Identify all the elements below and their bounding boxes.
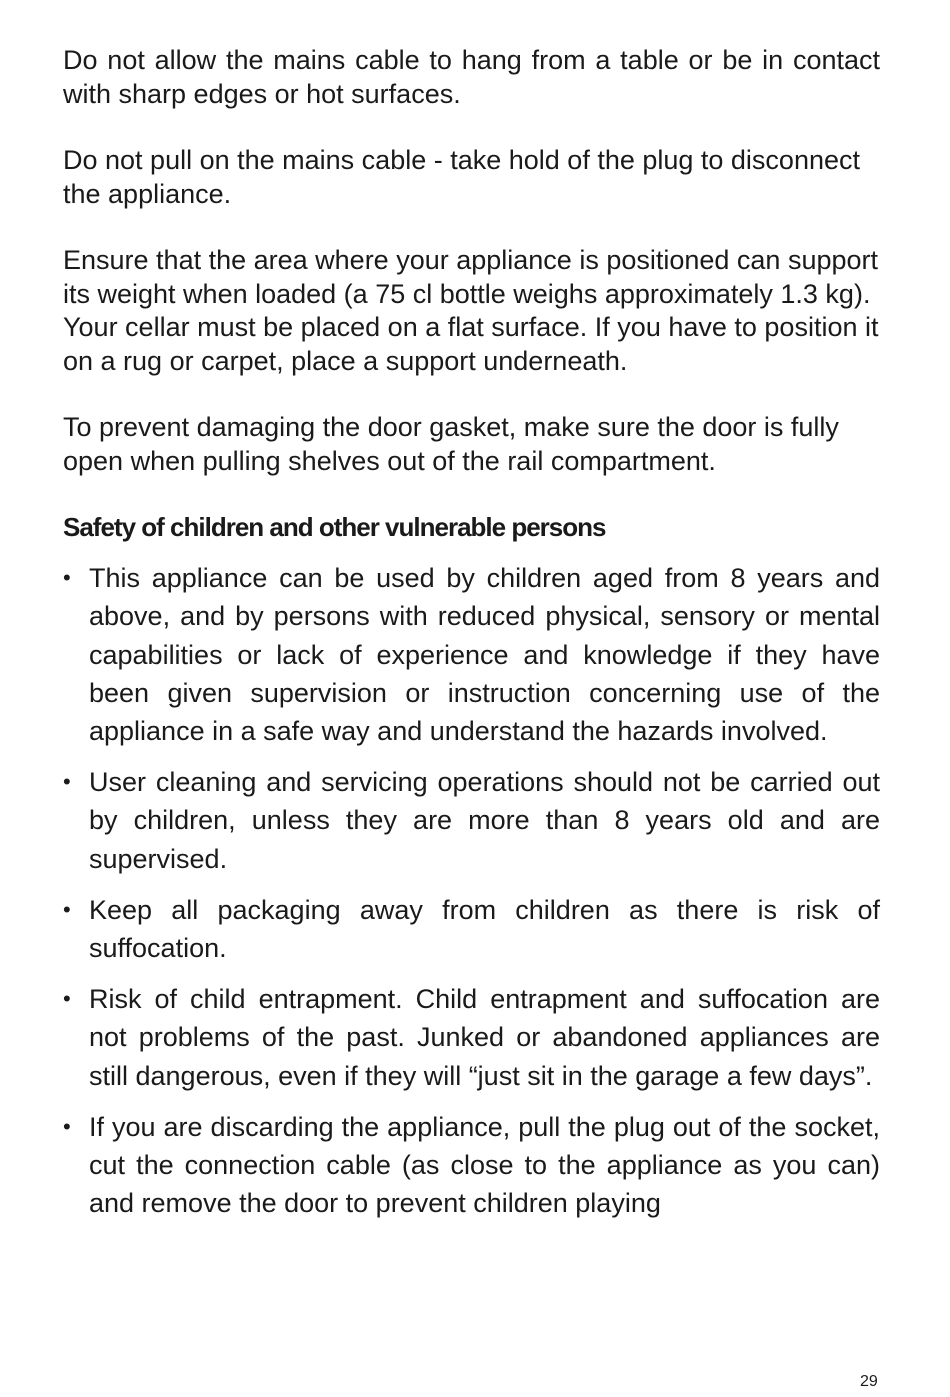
list-item-text: Keep all packaging away from children as there is risk of suffocation. xyxy=(89,894,880,964)
child-safety-list xyxy=(63,559,880,1223)
section-heading-child-safety: Safety of children and other vulnerable persons xyxy=(63,512,606,542)
list-item-text: This appliance can be used by children aged from 8 years and above, and by persons with reduced physical, sensory or mental capabilities or lack of experience and knowledge if they have been given supervision or instruction concerning use of the appliance in a safe way and understand the hazards involved. xyxy=(89,563,880,747)
bullet-icon: • xyxy=(63,896,71,922)
document-page xyxy=(63,44,880,1235)
list-item-text: User cleaning and servicing operations should not be carried out by children, unless they are more than 8 years old and are supervised. xyxy=(89,767,880,874)
bullet-icon: • xyxy=(63,769,71,795)
list-item-text: If you are discarding the appliance, pull the plug out of the socket, cut the connection cable (as close to the appliance as you can) and remove the door to prevent children playing xyxy=(89,1111,880,1219)
list-item xyxy=(63,1108,880,1223)
list-item xyxy=(63,763,880,878)
bullet-icon: • xyxy=(63,986,71,1012)
paragraph-door-gasket: To prevent damaging the door gasket, make sure the door is fully open when pulling shelves out of the rail compartment. xyxy=(63,412,839,476)
bullet-icon: • xyxy=(63,1113,71,1139)
paragraph-pull-plug: Do not pull on the mains cable - take hold of the plug to disconnect the appliance. xyxy=(63,145,861,209)
page-number: 29 xyxy=(860,1373,878,1390)
paragraph-support-weight: Ensure that the area where your appliance is positioned can support its weight when loaded (a 75 cl bottle weighs approximately 1.3 kg). Your cellar must be placed on a flat surface. If you have to position it on a rug or carpet, place a support underneath. xyxy=(63,245,879,376)
bullet-icon: • xyxy=(63,565,71,590)
list-item-text: Risk of child entrapment. Child entrapment and suffocation are not problems of the past. Junked or abandoned appliances are still dangerous, even if they will “just sit in the garage a few days”. xyxy=(89,984,880,1091)
list-item xyxy=(63,891,880,968)
list-item xyxy=(63,559,880,750)
paragraph-mains-cable-hang: Do not allow the mains cable to hang from a table or be in contact with sharp edges or hot surfaces. xyxy=(63,45,880,109)
list-item xyxy=(63,980,880,1095)
